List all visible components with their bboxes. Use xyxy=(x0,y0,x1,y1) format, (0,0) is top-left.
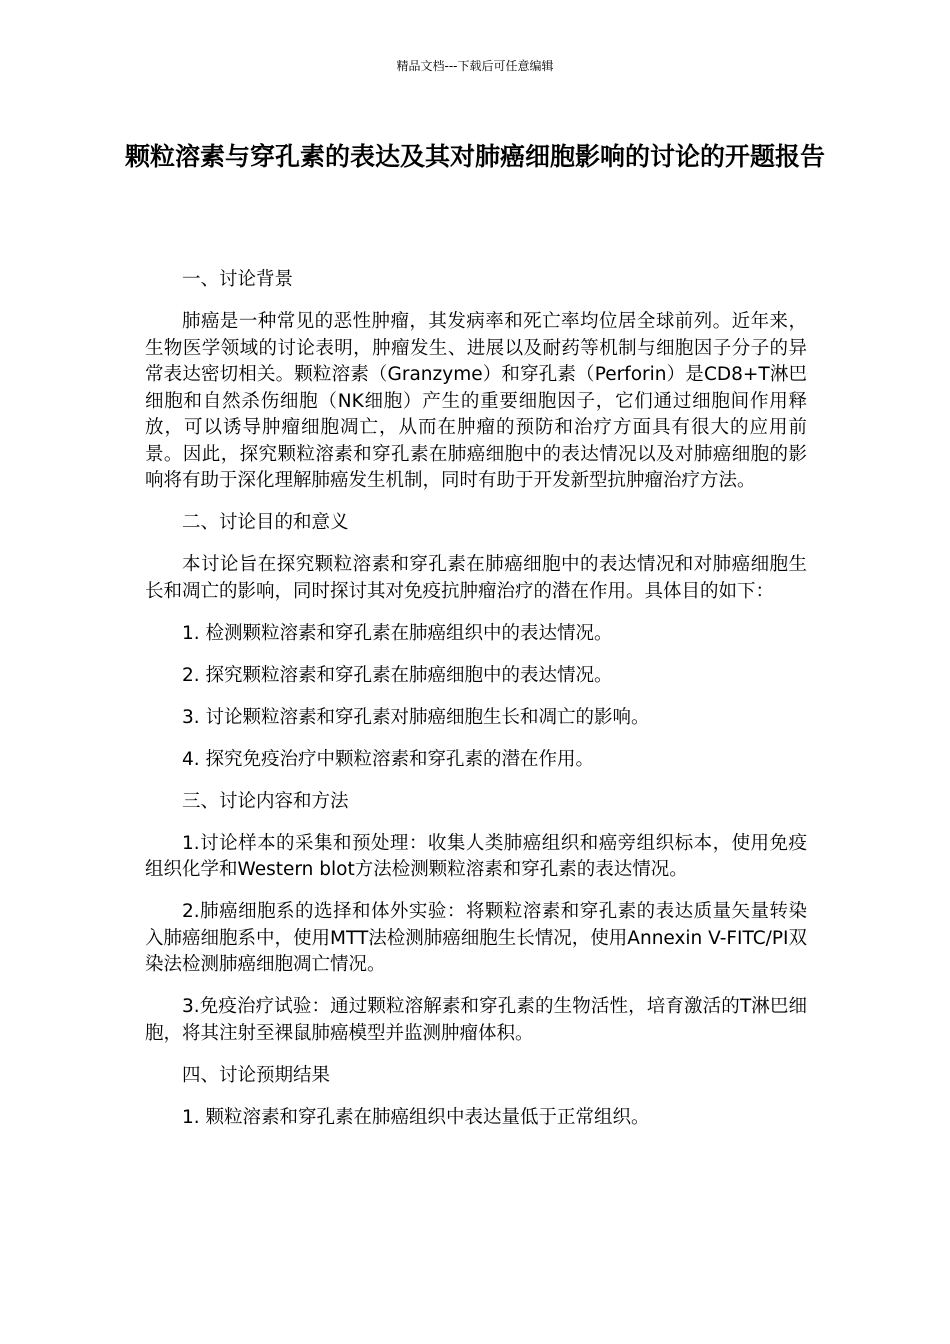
list-item: 4. 探究免疫治疗中颗粒溶素和穿孔素的潜在作用。 xyxy=(182,748,595,770)
document-body xyxy=(145,267,807,1147)
header-note: 精品文档---下载后可任意编辑 xyxy=(396,59,554,73)
paragraph: 3.免疫治疗试验：通过颗粒溶解素和穿孔素的生物活性，培育激活的T淋巴细胞，将其注射至裸鼠肺癌模型并监测肿瘤体积。 xyxy=(145,996,807,1044)
section-heading: 四、讨论预期结果 xyxy=(182,1064,331,1086)
list-item: 3. 讨论颗粒溶素和穿孔素对肺癌细胞生长和凋亡的影响。 xyxy=(182,706,650,728)
section-heading: 一、讨论背景 xyxy=(182,269,294,290)
list-item: 1. 颗粒溶素和穿孔素在肺癌组织中表达量低于正常组织。 xyxy=(182,1106,650,1128)
paragraph: 2.肺癌细胞系的选择和体外实验：将颗粒溶素和穿孔素的表达质量矢量转染入肺癌细胞系中，使用MTT法检测肺癌细胞生长情况，使用Annexin V-FITC/PI双染法检测肺癌细胞凋亡情况。 xyxy=(145,901,807,975)
paragraph: 本讨论旨在探究颗粒溶素和穿孔素在肺癌细胞中的表达情况和对肺癌细胞生长和凋亡的影响，同时探讨其对免疫抗肿瘤治疗的潜在作用。具体目的如下： xyxy=(145,554,807,602)
paragraph: 肺癌是一种常见的恶性肿瘤，其发病率和死亡率均位居全球前列。近年来，生物医学领域的讨论表明，肿瘤发生、进展以及耐药等机制与细胞因子分子的异常表达密切相关。颗粒溶素（Granzyme）和穿孔素（Perforin）是CD8+T淋巴细胞和自然杀伤细胞（NK细胞）产生的重要细胞因子，它们通过细胞间作用释放，可以诱导肿瘤细胞凋亡，从而在肿瘤的预防和治疗方面具有很大的应用前景。因此，探究颗粒溶素和穿孔素在肺癌细胞中的表达情况以及对肺癌细胞的影响将有助于深化理解肺癌发生机制，同时有助于开发新型抗肿瘤治疗方法。 xyxy=(145,311,807,491)
list-item: 1. 检测颗粒溶素和穿孔素在肺癌组织中的表达情况。 xyxy=(182,622,613,644)
section-heading: 三、讨论内容和方法 xyxy=(182,790,349,812)
list-item: 2. 探究颗粒溶素和穿孔素在肺癌细胞中的表达情况。 xyxy=(182,664,613,686)
section-heading: 二、讨论目的和意义 xyxy=(182,512,349,533)
paragraph: 1.讨论样本的采集和预处理：收集人类肺癌组织和癌旁组织标本，使用免疫组织化学和Western blot方法检测颗粒溶素和穿孔素的表达情况。 xyxy=(145,832,807,880)
document-title: 颗粒溶素与穿孔素的表达及其对肺癌细胞影响的讨论的开题报告 xyxy=(124,142,825,171)
